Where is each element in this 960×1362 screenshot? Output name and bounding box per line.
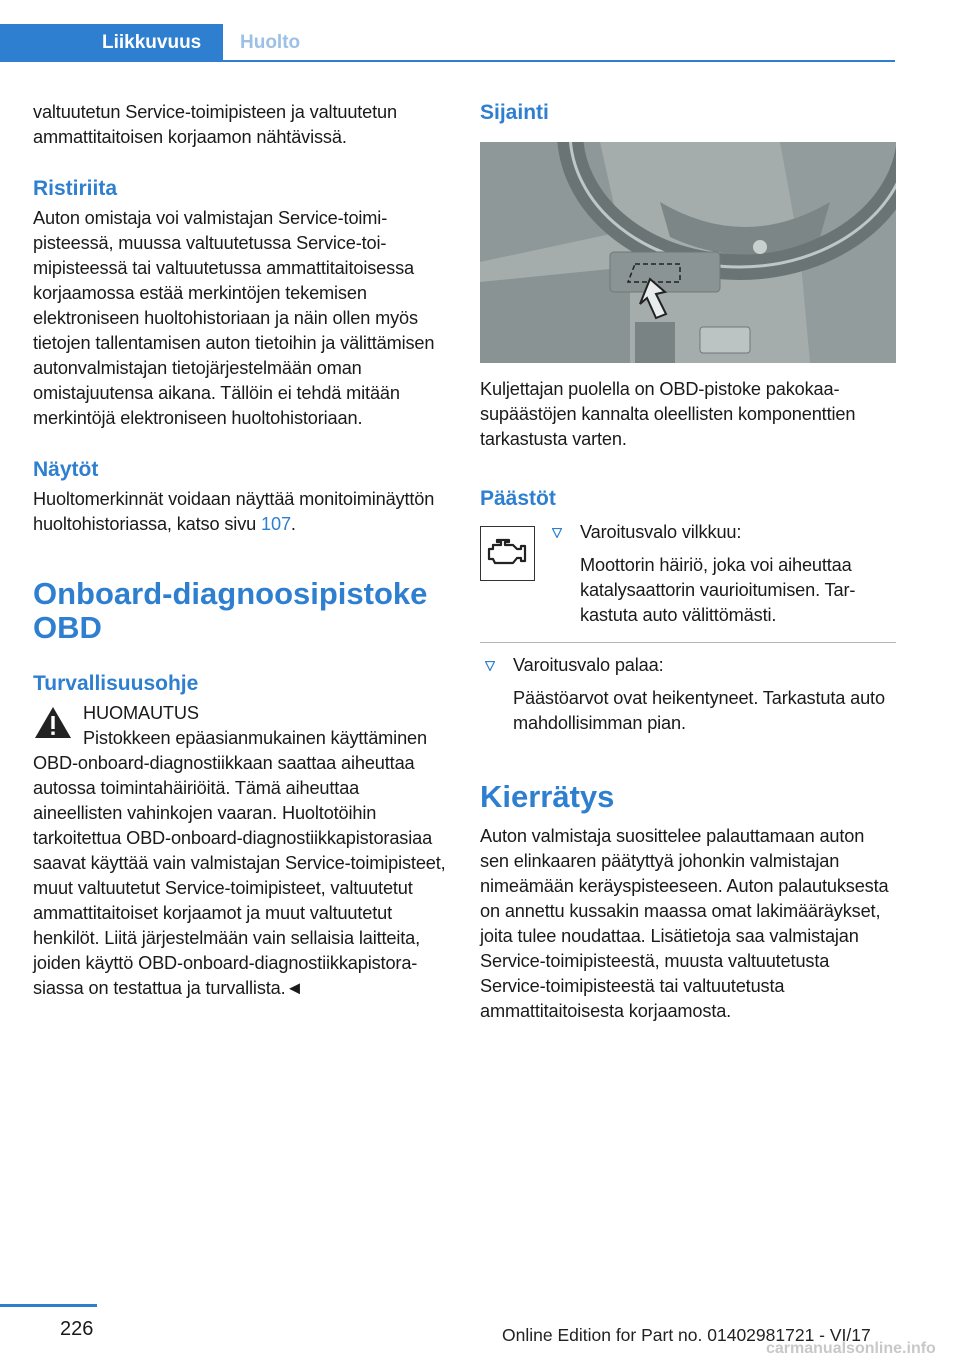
page-header <box>0 24 895 62</box>
header-rule <box>0 60 895 62</box>
naytot-period: . <box>290 514 296 534</box>
kierratys-heading: Kierrätys <box>480 779 615 814</box>
sijainti-heading: Sijainti <box>480 101 549 124</box>
warning-notice <box>33 701 451 726</box>
ristiriita-heading: Ristiriita <box>33 177 118 200</box>
notice-label: HUOMAUTUS <box>83 703 199 723</box>
bullet1-title: Varoitusvalo vilkkuu: <box>580 522 742 542</box>
obd-location-illustration <box>480 142 896 363</box>
notice-text: Pistokkeen epäasianmukainen käyttäminen OBD-onboard-diagnostiikkaan saattaa aiheuttaa autossa toimintahäiriöitä. Tämä aiheuttaa aineellisten vahinkojen vaaran. Huoltotöihin tarkoitettua OBD-onboard-diagnostiikkapistorasiaa saavat käyttää vain valmistajan Service-toimipisteet, muut valtuutetut Service-toimipisteet, valtuutetut ammattitaitoiset korjaamot ja muut valtuutetut henkilöt. Liitä järjestelmään vain sellaisia laitteita, joiden käyttö OBD-onboard-diagnostiikkapistorasiassa on testattua ja turvallista.◄ <box>33 728 446 998</box>
naytot-text <box>33 487 451 537</box>
bullet-divider <box>480 642 896 643</box>
intro-text: valtuutetun Service-toimipisteen ja valtuutetun ammattitaitoisen korjaamon nähtävissä. <box>33 102 397 147</box>
tab-huolto[interactable]: Huolto <box>240 32 301 53</box>
obd-heading: Onboard-diagnoosipistoke OBD <box>33 576 428 645</box>
tab-liikkuvuus[interactable]: Liikkuvuus <box>0 24 223 62</box>
figure-caption: Kuljettajan puolella on OBD-pistoke pakokaasupäästöjen kannalta oleellisten komponenttien tarkastusta varten. <box>480 379 856 449</box>
check-engine-icon <box>480 526 535 581</box>
warning-triangle-icon <box>33 705 73 741</box>
page-number: 226 <box>60 1318 94 1340</box>
edition-text: Online Edition for Part no. 01402981721 - VI/17 <box>502 1325 871 1345</box>
kierratys-text: Auton valmistaja suosittelee palauttamaan auton sen elinkaaren päätyttyä johonkin valmistajan nimeämään keräyspisteeseen. Auton palautuksesta on annettu kussakin maassa omat lakimääräykset, joita tulee noudattaa. Lisätietoja saa valmistajan Service-toimipisteestä, muusta valtuutetusta Service-toimipisteestä tai valtuutetusta ammattitaitoisesta korjaamosta. <box>480 826 889 1021</box>
bullet-steady <box>513 653 896 736</box>
steering-wheel-illustration <box>480 142 896 363</box>
page-link-107[interactable]: 107 <box>261 514 291 534</box>
bullet-triangle-icon <box>552 528 562 538</box>
ristiriita-text: Auton omistaja voi valmistajan Service-toimipisteessä, muussa valtuutetussa Service-toimipisteessä tai valtuutetussa ammattitaitoisessa korjaamossa estää merkintöjen tekemisen elektroniseen huoltohistoriaan ja näin ollen myös tietojen tallentamisen auton tietoihin ja välittämisen autonvalmistajan tietojärjestelmään oman omistajuutensa aikana. Tällöin ei tehdä mitään merkintöjä elektroniseen huoltohistoriaan. <box>33 208 435 428</box>
footer-rule <box>0 1304 97 1307</box>
bullet2-text: Päästöarvot ovat heikentyneet. Tarkastuta auto mahdollisimman pian. <box>513 688 885 733</box>
bullet2-title: Varoitusvalo palaa: <box>513 655 664 675</box>
bullet-triangle-icon <box>485 661 495 671</box>
emission-list <box>480 520 896 736</box>
safety-heading: Turvallisuusohje <box>33 672 199 695</box>
bullet1-text: Moottorin häiriö, joka voi aiheuttaa katalysaattorin vaurioitumisen. Tarkastuta auto välittömästi. <box>580 555 856 625</box>
naytot-body: Huoltomerkinnät voidaan näyttää monitoiminäyttön huoltohistoriassa, katso sivu <box>33 489 435 534</box>
bullet-flashing <box>580 520 896 628</box>
left-column <box>33 100 451 1001</box>
naytot-heading: Näytöt <box>33 458 99 481</box>
paastot-heading: Päästöt <box>480 487 556 510</box>
watermark: carmanualsonline.info <box>766 1340 936 1357</box>
right-column <box>480 100 896 1024</box>
